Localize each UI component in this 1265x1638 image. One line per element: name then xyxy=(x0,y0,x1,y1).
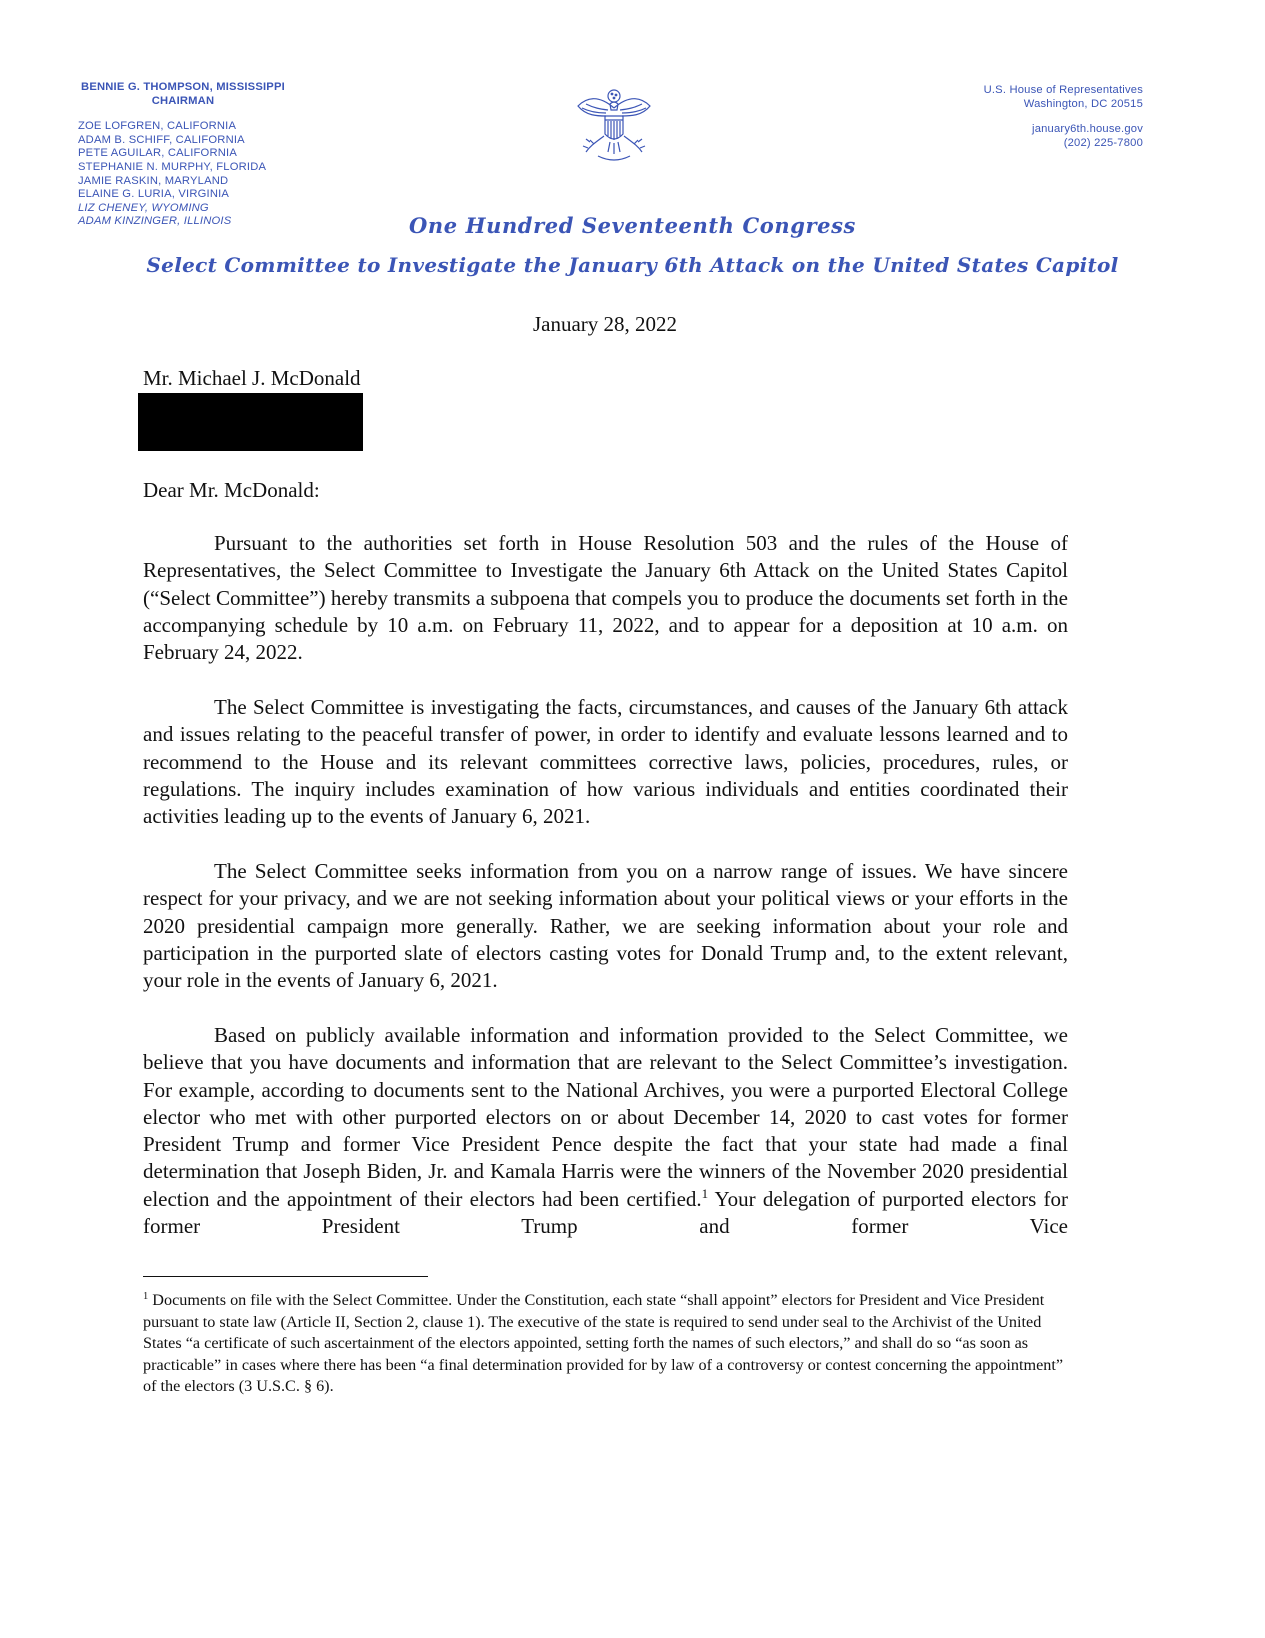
body-paragraph xyxy=(143,1022,1068,1240)
body-paragraph: The Select Committee is investigating the facts, circumstances, and causes of the January 6th attack and issues relating to the peaceful transfer of power, in order to identify and evaluate lessons learned and to recommend to the House and its relevant committees corrective laws, policies, procedures, rules, or regulations. The inquiry includes examination of how various individuals and entities coordinated their activities leading up to the events of January 6, 2021. xyxy=(143,695,1068,829)
paragraph-text: Your delegation of purported electors for former President Trump and former Vice xyxy=(143,1186,1068,1239)
member-name: ADAM B. SCHIFF, CALIFORNIA xyxy=(78,133,245,146)
footnote-text: Documents on file with the Select Committee. Under the Constitution, each state “shall appoint” electors for President and Vice President pursuant to state law (Article II, Section 2, clause 1). The executive of the state is required to send under seal to the Archivist of the United States “a certificate of such ascertainment of the electors appointed, setting forth the names of such electors,” and shall do so “as soon as practicable” in cases where there has been “a final determination provided for by law of a controversy or contest concerning the appointment” of the electors (3 U.S.C. § 6). xyxy=(143,1291,1064,1396)
body-paragraph: Pursuant to the authorities set forth in House Resolution 503 and the rules of the House of Representatives, the Select Committee to Investigate the January 6th Attack on the United States Capitol (“Select Committee”) hereby transmits a subpoena that compels you to produce the documents set forth in the accompanying schedule by 10 a.m. on February 11, 2022, and to appear for a deposition at 10 a.m. on February 24, 2022. xyxy=(143,531,1068,665)
redacted-address-block xyxy=(138,393,363,451)
member-name: JAMIE RASKIN, MARYLAND xyxy=(78,174,229,187)
addressee-name: Mr. Michael J. McDonald xyxy=(143,366,361,390)
eagle-seal-icon xyxy=(568,86,660,178)
congress-title: One Hundred Seventeenth Congress xyxy=(409,213,856,238)
letter-date: January 28, 2022 xyxy=(532,312,678,336)
office-line: U.S. House of Representatives xyxy=(983,84,1143,96)
office-contact-block xyxy=(984,84,1143,150)
footnote-divider xyxy=(143,1276,428,1277)
committee-title: Select Committee to Investigate the January 6th Attack on the United States Capitol xyxy=(146,253,1119,277)
member-name-minority: ADAM KINZINGER, ILLINOIS xyxy=(78,215,232,228)
committee-members-block xyxy=(78,81,288,229)
website-text: january6th.house.gov xyxy=(1032,123,1143,136)
footnote-marker: 1 xyxy=(143,1291,149,1302)
chairman-title: CHAIRMAN xyxy=(151,94,215,107)
phone-text: (202) 225-7800 xyxy=(1063,136,1143,149)
office-line: Washington, DC 20515 xyxy=(1023,97,1143,110)
member-name: ELAINE G. LURIA, VIRGINIA xyxy=(78,188,230,201)
paragraph-text: Based on publicly available information and information provided to the Select Committee, we believe that you have documents and information that are relevant to the Select Committee’s investigation. For example, according to documents sent to the National Archives, you were a purported Electoral College elector who met with other purported electors on or about December 14, 2020 to cast votes for former President Trump and former Vice President Pence despite the fact that your state had made a final determination that Joseph Biden, Jr. and Kamala Harris were the winners of the November 2020 presidential election and the appointment of their electors had been certified. xyxy=(143,1023,1068,1211)
footnote-reference[interactable]: 1 xyxy=(701,1185,709,1201)
member-name: ZOE LOFGREN, CALIFORNIA xyxy=(78,120,237,133)
member-name: STEPHANIE N. MURPHY, FLORIDA xyxy=(78,160,267,173)
footnote xyxy=(143,1290,1068,1398)
salutation: Dear Mr. McDonald: xyxy=(143,478,320,502)
member-name: PETE AGUILAR, CALIFORNIA xyxy=(78,147,237,160)
member-name-minority: LIZ CHENEY, WYOMING xyxy=(78,201,209,214)
body-paragraph: The Select Committee seeks information from you on a narrow range of issues. We have sincere respect for your privacy, and we are not seeking information about your political views or your efforts in the 2020 presidential campaign more generally. Rather, we are seeking information about your role and participation in the purported slate of electors casting votes for Donald Trump and, to the extent relevant, your role in the events of January 6, 2021. xyxy=(143,859,1068,993)
chairman-name: BENNIE G. THOMPSON, MISSISSIPPI xyxy=(81,81,285,93)
chairman-block xyxy=(78,81,288,108)
